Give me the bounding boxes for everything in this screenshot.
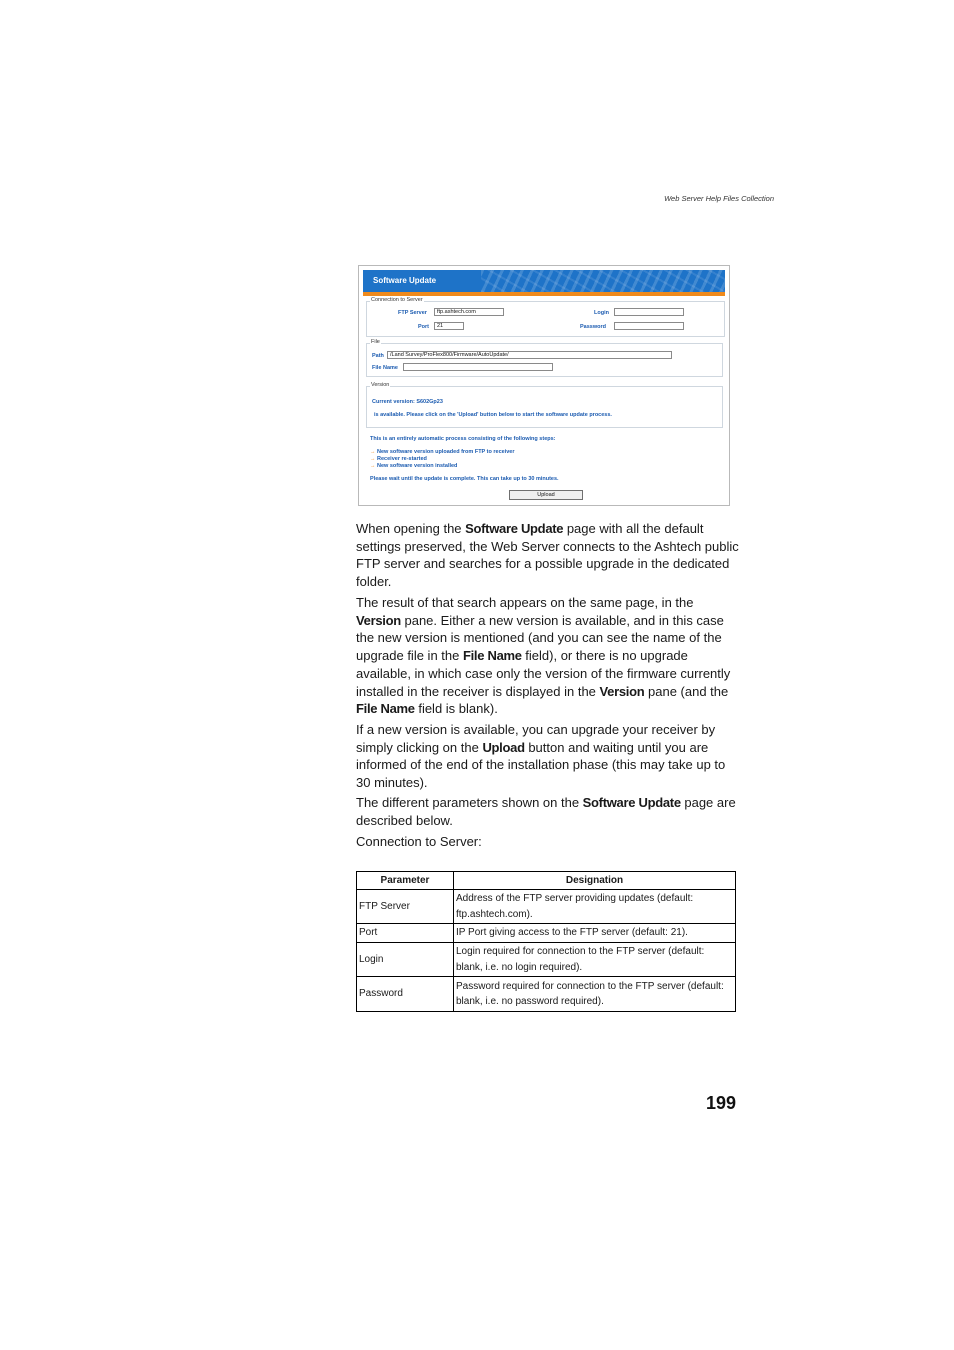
- table-cell-parameter: Login: [357, 943, 454, 977]
- paragraph-intro: [356, 520, 741, 591]
- text-run: field is blank).: [414, 701, 498, 717]
- connection-fieldset: [366, 297, 725, 337]
- text-run: pane (and the: [644, 683, 729, 699]
- paragraph-parameters: [356, 794, 741, 829]
- table-cell-designation: Password required for connection to the FTP server (default: blank, i.e. no password required).: [454, 977, 736, 1012]
- screenshot-title-bar: [363, 270, 725, 296]
- password-input[interactable]: [614, 322, 684, 330]
- arrow-right-icon: →: [370, 456, 376, 462]
- paragraph-result: [356, 594, 741, 718]
- login-input[interactable]: [614, 308, 684, 316]
- port-label: Port: [418, 324, 429, 330]
- text-run: The result of that search appears on the same page, in the: [356, 595, 694, 610]
- text-run: page are described below.: [356, 795, 736, 828]
- steps-intro-text: This is an entirely automatic process consisting of the following steps:: [370, 436, 556, 442]
- step-label: Receiver re-started: [377, 456, 427, 462]
- step-label: New software version uploaded from FTP to receiver: [377, 449, 515, 455]
- port-input[interactable]: 21: [434, 322, 464, 330]
- paragraph-connection-heading: Connection to Server:: [356, 834, 482, 849]
- text-run: page with all the default settings preserved, the Web Server connects to the Ashtech public FTP server and searches for a possible upgrade in the dedicated folder.: [356, 521, 739, 590]
- upload-button[interactable]: Upload: [509, 490, 583, 500]
- ftp-server-input[interactable]: ftp.ashtech.com: [434, 308, 504, 316]
- wait-notice-text: Please wait until the update is complete. This can take up to 30 minutes.: [370, 476, 559, 482]
- path-input[interactable]: /Land Survey/ProFlex800/Firmware/AutoUpdate/: [387, 351, 672, 359]
- table-row: [357, 924, 736, 943]
- login-label: Login: [594, 310, 609, 316]
- connection-legend: Connection to Server: [371, 297, 423, 303]
- password-label: Password: [580, 324, 606, 330]
- file-fieldset: [366, 339, 723, 377]
- bold-term: Software Update: [465, 521, 564, 536]
- screenshot-title: Software Update: [373, 276, 437, 285]
- bold-term: Software Update: [582, 795, 681, 810]
- table-row: [357, 943, 736, 977]
- table-row: [357, 977, 736, 1012]
- table-cell-designation: Address of the FTP server providing updates (default: ftp.ashtech.com).: [454, 890, 736, 924]
- arrow-right-icon: →: [370, 449, 376, 455]
- bold-term: Upload: [482, 739, 525, 755]
- table-cell-parameter: Password: [357, 977, 454, 1012]
- bold-term: File Name: [462, 648, 522, 664]
- paragraph-upgrade: [356, 721, 741, 792]
- running-header: Web Server Help Files Collection: [664, 194, 774, 203]
- text-run: field), or there is no upgrade available, in which case only the version of the firmware currently installed in the receiver is displayed in the: [356, 648, 731, 699]
- step-item: [370, 456, 427, 462]
- header-map-decoration: [481, 270, 725, 292]
- update-available-text: is available. Please click on the 'Upload' button below to start the software update process.: [374, 412, 612, 418]
- column-header-parameter: Parameter: [357, 872, 454, 890]
- bold-term: File Name: [356, 701, 415, 717]
- text-run: The different parameters shown on the: [356, 795, 583, 810]
- software-update-screenshot: [358, 265, 730, 506]
- version-legend: Version: [371, 382, 390, 388]
- arrow-right-icon: →: [370, 463, 376, 469]
- table-cell-parameter: FTP Server: [357, 890, 454, 924]
- page-number: 199: [705, 1093, 736, 1113]
- column-header-designation: Designation: [454, 872, 736, 890]
- text-run: If a new version is available, you can upgrade your receiver by simply clicking on the: [356, 722, 716, 755]
- step-item: [370, 449, 514, 455]
- text-run: pane. Either a new version is available, and in this case the new version is mentioned (and you can see the name of the upgrade file in the: [356, 612, 724, 664]
- path-label: Path: [372, 353, 384, 359]
- parameters-table: [356, 871, 736, 1012]
- text-run: When opening the: [356, 521, 466, 536]
- table-cell-parameter: Port: [357, 924, 454, 943]
- current-version-text: Current version: S602Gp23: [372, 399, 443, 405]
- text-run: button and waiting until you are informed of the end of the installation phase (this may take up to 30 minutes).: [356, 739, 726, 791]
- bold-term: Version: [356, 612, 401, 628]
- table-row: [357, 890, 736, 924]
- table-header-row: [357, 872, 736, 890]
- step-label: New software version installed: [377, 463, 458, 469]
- file-name-label: File Name: [372, 365, 398, 371]
- file-name-input[interactable]: [403, 363, 553, 371]
- step-item: [370, 463, 457, 469]
- table-cell-designation: IP Port giving access to the FTP server (default: 21).: [454, 924, 736, 943]
- ftp-server-label: FTP Server: [398, 310, 427, 316]
- version-fieldset: [366, 382, 723, 428]
- table-cell-designation: Login required for connection to the FTP server (default: blank, i.e. no login required).: [454, 943, 736, 977]
- bold-term: Version: [599, 683, 645, 699]
- file-legend: File: [371, 339, 380, 345]
